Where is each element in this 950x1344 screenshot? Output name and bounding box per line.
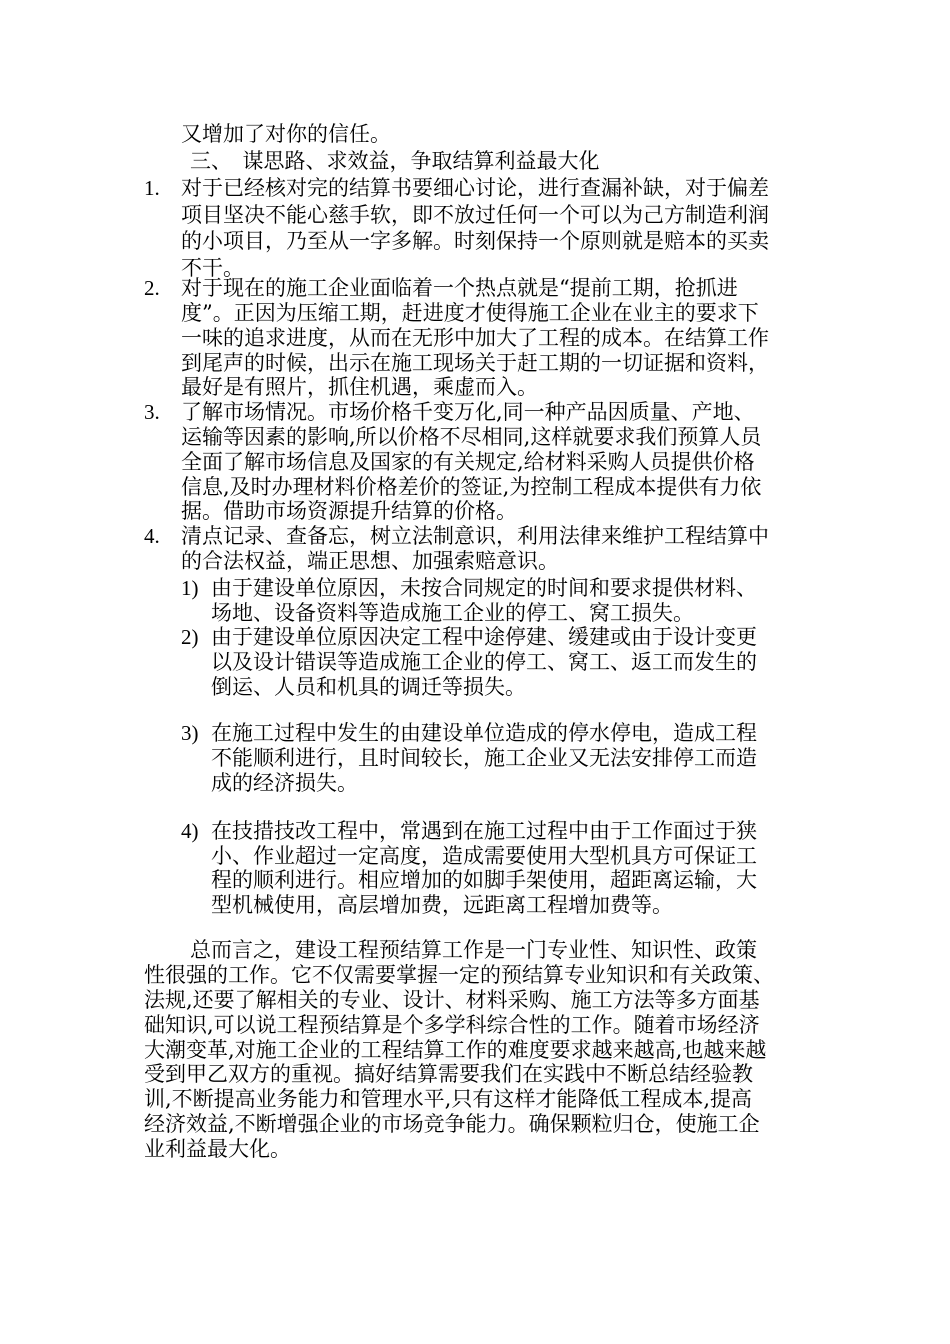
subitem-1-line-2: 场地、设备资料等造成施工企业的停工、窝工损失。: [211, 601, 694, 625]
section-heading: 三、 谋思路、求效益，争取结算利益最大化: [190, 149, 600, 173]
conclusion-line-5: 大潮变革,对施工企业的工程结算工作的难度要求越来越高,也越来越: [144, 1038, 767, 1062]
subitem-4-number: 4): [181, 819, 199, 843]
conclusion-line-3: 法规,还要了解相关的专业、设计、材料采购、施工方法等多方面基: [144, 988, 760, 1012]
subitem-4-line-4: 型机械使用，高层增加费，远距离工程增加费等。: [211, 893, 673, 917]
item-2-line-2: 度”。正因为压缩工期，赶进度才使得施工企业在业主的要求下: [181, 301, 759, 325]
item-1-line-3: 的小项目，乃至从一字多解。时刻保持一个原则就是赔本的买卖: [181, 229, 769, 253]
conclusion-line-8: 经济效益,不断增强企业的市场竞争能力。确保颗粒归仓，使施工企: [144, 1112, 760, 1136]
subitem-3-line-2: 不能顺利进行，且时间较长，施工企业又无法安排停工而造: [211, 746, 757, 770]
subitem-4-line-2: 小、作业超过一定高度，造成需要使用大型机具方可保证工: [211, 844, 757, 868]
conclusion-line-9: 业利益最大化。: [144, 1137, 291, 1161]
conclusion-line-4: 础知识,可以说工程预结算是个多学科综合性的工作。随着市场经济: [144, 1013, 760, 1037]
subitem-4-line-3: 程的顺利进行。相应增加的如脚手架使用，超距离运输，大: [211, 868, 757, 892]
subitem-1-number: 1): [181, 576, 199, 600]
item-2-line-5: 最好是有照片，抓住机遇，乘虚而入。: [181, 375, 538, 399]
subitem-4-line-1: 在技措技改工程中，常遇到在施工过程中由于工作面过于狭: [211, 819, 757, 843]
item-1-number: 1.: [144, 176, 160, 200]
item-3-line-2: 运输等因素的影响,所以价格不尽相同,这样就要求我们预算人员: [181, 425, 762, 449]
subitem-2-line-1: 由于建设单位原因决定工程中途停建、缓建或由于设计变更: [211, 625, 757, 649]
subitem-2-line-3: 倒运、人员和机具的调迁等损失。: [211, 675, 526, 699]
item-4-line-1: 清点记录、查备忘，树立法制意识，利用法律来维护工程结算中: [181, 524, 769, 548]
item-3-line-3: 全面了解市场信息及国家的有关规定,给材料采购人员提供价格: [181, 450, 755, 474]
item-2-line-3: 一味的追求进度，从而在无形中加大了工程的成本。在结算工作: [181, 326, 769, 350]
item-2-number: 2.: [144, 276, 160, 300]
item-3-line-1: 了解市场情况。市场价格千变万化,同一种产品因质量、产地、: [181, 400, 755, 424]
item-1-line-1: 对于已经核对完的结算书要细心讨论，进行查漏补缺，对于偏差: [181, 176, 769, 200]
item-4-number: 4.: [144, 524, 160, 548]
item-2-line-1: 对于现在的施工企业面临着一个热点就是“提前工期，抢抓进: [181, 276, 738, 300]
conclusion-line-6: 受到甲乙双方的重视。搞好结算需要我们在实践中不断总结经验教: [144, 1062, 753, 1086]
intro-line: 又增加了对你的信任。: [181, 122, 391, 146]
subitem-2-line-2: 以及设计错误等造成施工企业的停工、窝工、返工而发生的: [211, 650, 757, 674]
conclusion-line-2: 性很强的工作。它不仅需要掌握一定的预结算专业知识和有关政策、: [144, 963, 774, 987]
subitem-3-number: 3): [181, 721, 199, 745]
subitem-1-line-1: 由于建设单位原因，未按合同规定的时间和要求提供材料、: [211, 576, 757, 600]
item-2-line-4: 到尾声的时候，出示在施工现场关于赶工期的一切证据和资料，: [181, 351, 769, 375]
item-3-number: 3.: [144, 400, 160, 424]
item-4-line-2: 的合法权益，端正思想、加强索赔意识。: [181, 549, 559, 573]
subitem-3-line-1: 在施工过程中发生的由建设单位造成的停水停电，造成工程: [211, 721, 757, 745]
conclusion-line-7: 训,不断提高业务能力和管理水平,只有这样才能降低工程成本,提高: [144, 1087, 753, 1111]
item-1-line-2: 项目坚决不能心慈手软，即不放过任何一个可以为己方制造利润: [181, 203, 769, 227]
subitem-2-number: 2): [181, 625, 199, 649]
item-3-line-4: 信息,及时办理材料价格差价的签证,为控制工程成本提供有力依: [181, 475, 762, 499]
item-1-line-4: 不干。: [181, 256, 244, 280]
subitem-3-line-3: 成的经济损失。: [211, 771, 358, 795]
conclusion-line-1: 总而言之，建设工程预结算工作是一门专业性、知识性、政策: [190, 938, 757, 962]
item-3-line-5: 据。借助市场资源提升结算的价格。: [181, 499, 517, 523]
